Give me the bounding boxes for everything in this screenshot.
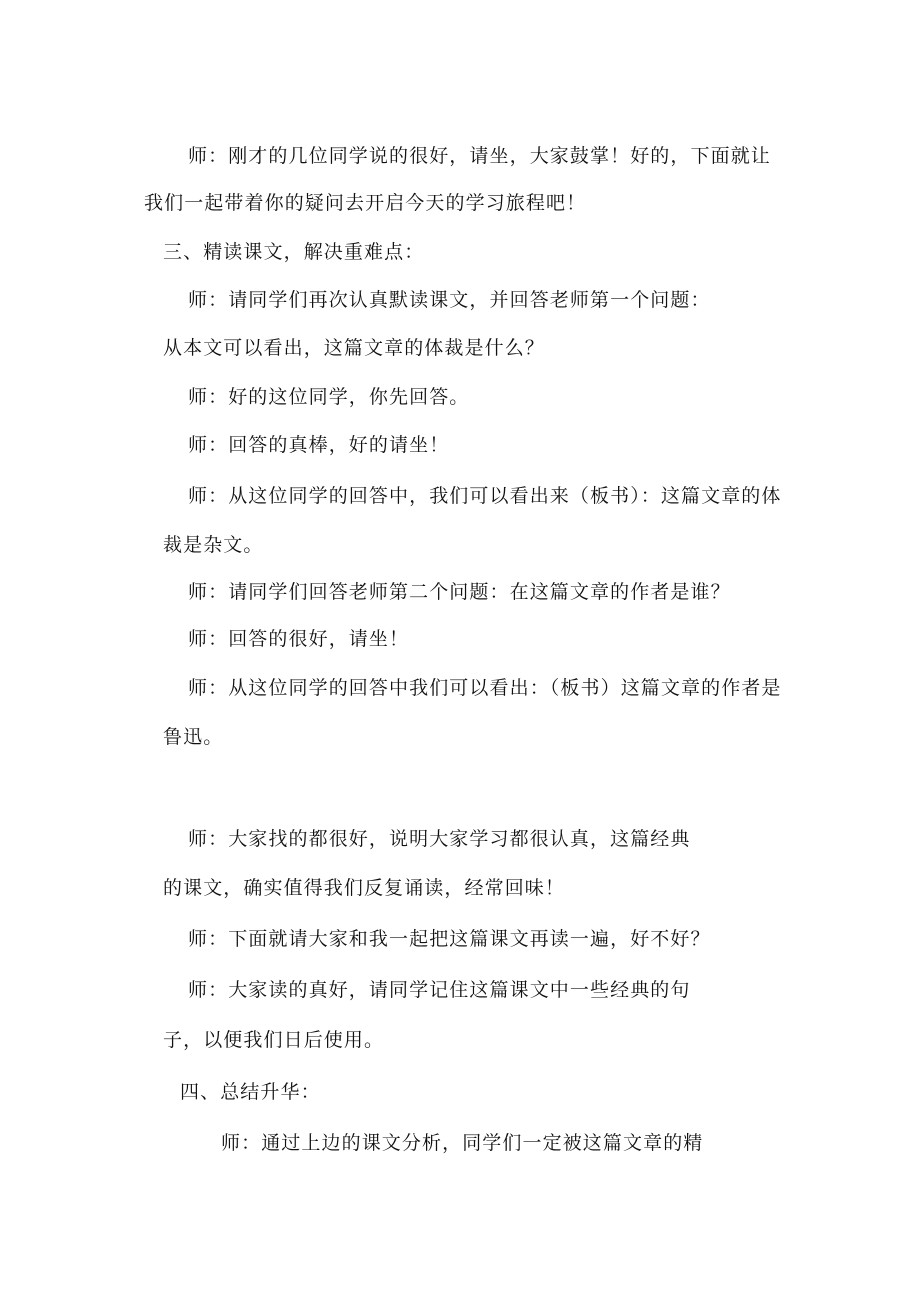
paragraph-line: 师：从这位同学的回答中我们可以看出：（板书）这篇文章的作者是 <box>188 677 782 699</box>
paragraph-line: 从本文可以看出，这篇文章的体裁是什么？ <box>163 337 545 359</box>
paragraph-line: 的课文，确实值得我们反复诵读，经常回味！ <box>163 877 566 899</box>
paragraph-line: 裁是杂文。 <box>163 534 264 556</box>
paragraph-line: 师：从这位同学的回答中，我们可以看出来（板书）：这篇文章的体 <box>188 485 782 507</box>
paragraph-line: 师：回答的很好，请坐！ <box>188 628 410 650</box>
paragraph-line: 师：刚才的几位同学说的很好，请坐，大家鼓掌！好的，下面就让 <box>188 145 771 167</box>
paragraph-line: 师：请同学们再次认真默读课文，并回答老师第一个问题： <box>188 289 711 311</box>
paragraph-line: 师：回答的真棒，好的请坐！ <box>188 434 450 456</box>
paragraph-line: 我们一起带着你的疑问去开启今天的学习旅程吧！ <box>144 192 587 214</box>
paragraph-line: 子，以便我们日后使用。 <box>163 1029 385 1051</box>
paragraph-line: 师：通过上边的课文分析，同学们一定被这篇文章的精 <box>221 1132 704 1154</box>
section-heading: 四、总结升华： <box>180 1081 321 1103</box>
paragraph-line: 师：好的这位同学，你先回答。 <box>188 386 470 408</box>
section-heading: 三、精读课文，解决重难点： <box>163 241 425 263</box>
paragraph-line: 鲁迅。 <box>163 726 224 748</box>
paragraph-line: 师：请同学们回答老师第二个问题：在这篇文章的作者是谁？ <box>188 581 731 603</box>
paragraph-line: 师：大家找的都很好，说明大家学习都很认真，这篇经典 <box>188 828 691 850</box>
paragraph-line: 师：大家读的真好，请同学记住这篇课文中一些经典的句 <box>188 979 691 1001</box>
paragraph-line: 师：下面就请大家和我一起把这篇课文再读一遍，好不好？ <box>188 928 711 950</box>
